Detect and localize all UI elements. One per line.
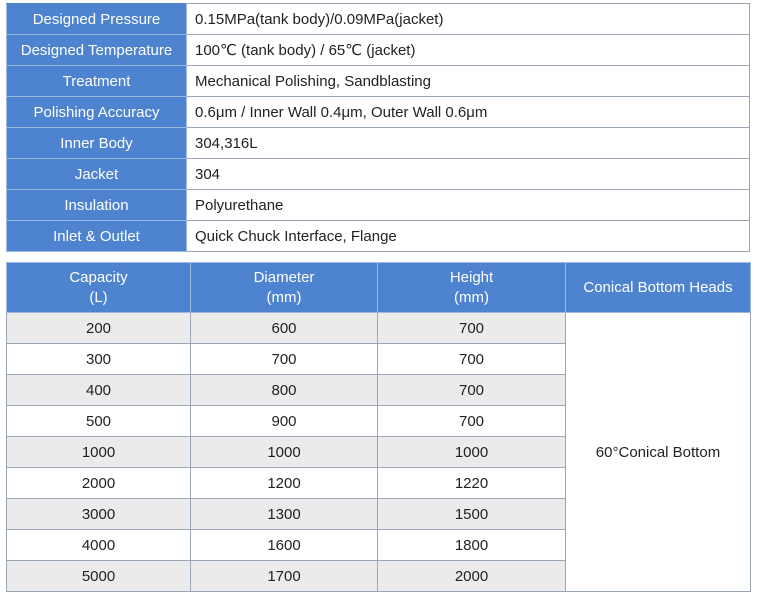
spec-value: Quick Chuck Interface, Flange	[187, 221, 750, 252]
spec-value: 0.6μm / Inner Wall 0.4μm, Outer Wall 0.6μm	[187, 97, 750, 128]
spec-label: Designed Pressure	[7, 4, 187, 35]
capacity-cell: 300	[7, 344, 191, 375]
spec-label: Polishing Accuracy	[7, 97, 187, 128]
spec-row	[7, 4, 750, 35]
table-row	[7, 313, 751, 344]
spec-label: Inner Body	[7, 128, 187, 159]
height-cell: 700	[378, 375, 566, 406]
diameter-cell: 1700	[191, 561, 378, 592]
diameter-cell: 1200	[191, 468, 378, 499]
spec-value: 304,316L	[187, 128, 750, 159]
spec-row	[7, 97, 750, 128]
spec-value: 304	[187, 159, 750, 190]
header-diameter-label: Diameter	[253, 268, 315, 286]
spec-label: Treatment	[7, 66, 187, 97]
capacity-cell: 2000	[7, 468, 191, 499]
spec-row	[7, 35, 750, 66]
height-cell: 1800	[378, 530, 566, 561]
height-cell: 2000	[378, 561, 566, 592]
spec-row	[7, 66, 750, 97]
capacity-cell: 1000	[7, 437, 191, 468]
header-diameter	[191, 263, 378, 313]
spec-value: Polyurethane	[187, 190, 750, 221]
header-capacity-unit: (L)	[89, 288, 108, 306]
diameter-cell: 700	[191, 344, 378, 375]
header-capacity	[7, 263, 191, 313]
spec-row	[7, 128, 750, 159]
spec-row	[7, 190, 750, 221]
spec-value: 100℃ (tank body) / 65℃ (jacket)	[187, 35, 750, 66]
header-diameter-unit: (mm)	[266, 288, 302, 306]
spec-label: Inlet & Outlet	[7, 221, 187, 252]
height-cell: 1500	[378, 499, 566, 530]
capacity-cell: 400	[7, 375, 191, 406]
capacity-cell: 3000	[7, 499, 191, 530]
diameter-cell: 600	[191, 313, 378, 344]
specification-table	[6, 3, 750, 252]
diameter-cell: 900	[191, 406, 378, 437]
diameter-cell: 1000	[191, 437, 378, 468]
height-cell: 1220	[378, 468, 566, 499]
header-height	[378, 263, 566, 313]
header-height-unit: (mm)	[454, 288, 489, 306]
spec-value: 0.15MPa(tank body)/0.09MPa(jacket)	[187, 4, 750, 35]
diameter-cell: 800	[191, 375, 378, 406]
height-cell: 700	[378, 313, 566, 344]
header-capacity-label: Capacity	[69, 268, 128, 286]
spec-label: Jacket	[7, 159, 187, 190]
conical-bottom-cell: 60°Conical Bottom	[566, 313, 751, 592]
capacity-header-row	[7, 263, 751, 313]
header-height-label: Height	[449, 268, 494, 286]
spec-row	[7, 221, 750, 252]
capacity-cell: 4000	[7, 530, 191, 561]
header-bottom: Conical Bottom Heads	[566, 263, 751, 313]
height-cell: 1000	[378, 437, 566, 468]
capacity-cell: 5000	[7, 561, 191, 592]
spec-label: Insulation	[7, 190, 187, 221]
spec-row	[7, 159, 750, 190]
height-cell: 700	[378, 344, 566, 375]
height-cell: 700	[378, 406, 566, 437]
spec-label: Designed Temperature	[7, 35, 187, 66]
diameter-cell: 1600	[191, 530, 378, 561]
capacity-cell: 500	[7, 406, 191, 437]
capacity-cell: 200	[7, 313, 191, 344]
diameter-cell: 1300	[191, 499, 378, 530]
spec-value: Mechanical Polishing, Sandblasting	[187, 66, 750, 97]
capacity-table	[6, 262, 751, 592]
